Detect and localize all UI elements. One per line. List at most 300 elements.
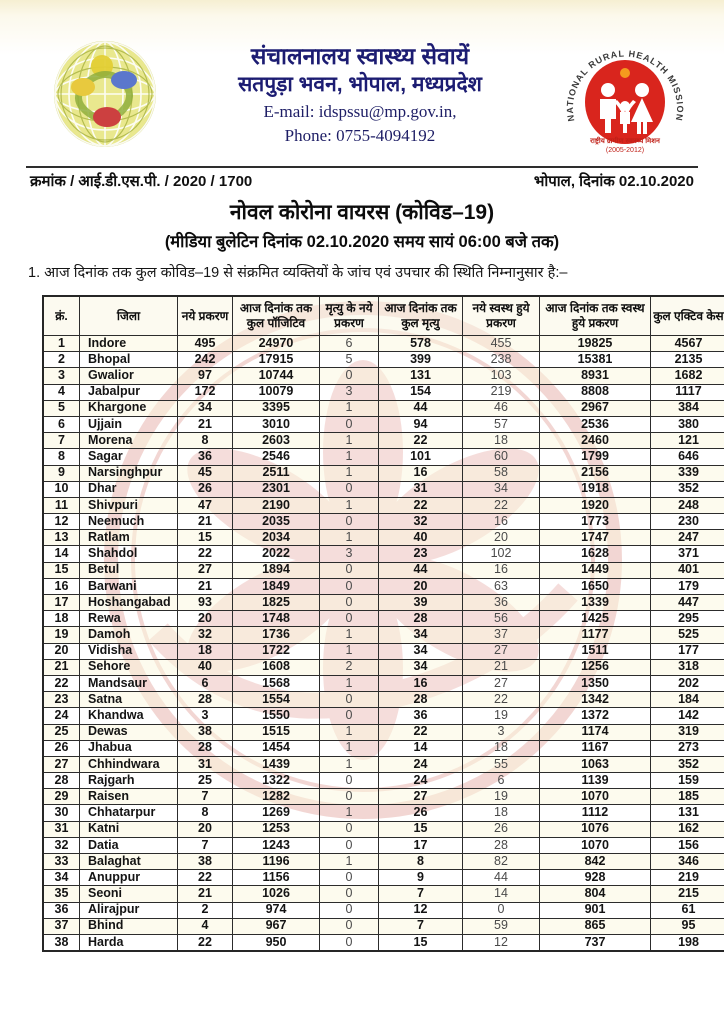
data-cell: 3	[320, 384, 379, 400]
data-cell: 2135	[651, 352, 724, 368]
table-row	[43, 837, 724, 853]
data-cell: 352	[651, 756, 724, 772]
data-cell: 26	[43, 740, 80, 756]
data-cell: 1747	[540, 530, 651, 546]
data-cell: 15	[379, 821, 463, 837]
district-name: Gwalior	[80, 368, 178, 384]
data-cell: 38	[178, 724, 233, 740]
nrhm-caption-hindi: राष्ट्रीय ग्रामीण स्वास्थ्य मिशन	[590, 138, 660, 145]
data-cell: 142	[651, 708, 724, 724]
data-cell: 1	[320, 400, 379, 416]
data-cell: 15	[43, 562, 80, 578]
data-cell: 21	[178, 416, 233, 432]
data-cell: 22	[463, 692, 540, 708]
data-cell: 20	[43, 643, 80, 659]
email-line: E-mail: idspssu@mp.gov.in,	[263, 102, 457, 122]
data-cell: 247	[651, 530, 724, 546]
data-cell: 36	[43, 902, 80, 918]
column-header-7: आज दिनांक तक स्वस्थ हुये प्रकरण	[540, 296, 651, 336]
data-cell: 18	[178, 643, 233, 659]
district-name: Rajgarh	[80, 773, 178, 789]
data-cell: 2460	[540, 433, 651, 449]
data-cell: 1439	[233, 756, 320, 772]
phone-line: Phone: 0755-4094192	[284, 126, 436, 146]
data-cell: 0	[320, 578, 379, 594]
table-row	[43, 821, 724, 837]
data-cell: 24	[43, 708, 80, 724]
data-cell: 1	[320, 756, 379, 772]
data-cell: 162	[651, 821, 724, 837]
document-title: नोवल कोरोना वायरस (कोविड–19)	[229, 201, 495, 224]
table-row	[43, 934, 724, 951]
table-row	[43, 886, 724, 902]
table-row	[43, 692, 724, 708]
data-cell: 7	[178, 789, 233, 805]
data-cell: 1112	[540, 805, 651, 821]
table-row	[43, 773, 724, 789]
data-cell: 20	[178, 821, 233, 837]
district-name: Katni	[80, 821, 178, 837]
data-cell: 950	[233, 934, 320, 951]
data-cell: 1722	[233, 643, 320, 659]
data-cell: 1	[320, 643, 379, 659]
table-row	[43, 546, 724, 562]
data-cell: 159	[651, 773, 724, 789]
data-cell: 26	[463, 821, 540, 837]
data-cell: 0	[320, 416, 379, 432]
data-cell: 1825	[233, 595, 320, 611]
data-cell: 16	[379, 675, 463, 691]
table-row	[43, 708, 724, 724]
data-cell: 1650	[540, 578, 651, 594]
district-table	[42, 295, 724, 952]
data-cell: 1	[320, 854, 379, 870]
table-row	[43, 756, 724, 772]
district-name: Jabalpur	[80, 384, 178, 400]
district-name: Damoh	[80, 627, 178, 643]
data-cell: 352	[651, 481, 724, 497]
data-cell: 17	[43, 595, 80, 611]
district-name: Shivpuri	[80, 497, 178, 513]
table-row	[43, 740, 724, 756]
data-cell: 8	[43, 449, 80, 465]
data-cell: 16	[379, 465, 463, 481]
district-name: Anuppur	[80, 870, 178, 886]
data-cell: 22	[43, 675, 80, 691]
table-row	[43, 465, 724, 481]
data-cell: 1568	[233, 675, 320, 691]
data-cell: 40	[379, 530, 463, 546]
table-row	[43, 643, 724, 659]
data-cell: 20	[463, 530, 540, 546]
data-cell: 215	[651, 886, 724, 902]
district-name: Betul	[80, 562, 178, 578]
data-cell: 399	[379, 352, 463, 368]
data-cell: 3395	[233, 400, 320, 416]
data-cell: 19	[463, 789, 540, 805]
data-cell: 3	[320, 546, 379, 562]
data-cell: 27	[463, 675, 540, 691]
data-cell: 19	[463, 708, 540, 724]
data-cell: 46	[463, 400, 540, 416]
data-cell: 16	[463, 514, 540, 530]
data-cell: 177	[651, 643, 724, 659]
data-cell: 2035	[233, 514, 320, 530]
data-cell: 121	[651, 433, 724, 449]
table-row	[43, 870, 724, 886]
table-row	[43, 352, 724, 368]
data-cell: 28	[178, 740, 233, 756]
district-name: Shahdol	[80, 546, 178, 562]
district-name: Rewa	[80, 611, 178, 627]
data-cell: 36	[379, 708, 463, 724]
data-cell: 1350	[540, 675, 651, 691]
district-name: Dhar	[80, 481, 178, 497]
data-cell: 202	[651, 675, 724, 691]
data-cell: 2546	[233, 449, 320, 465]
data-cell: 19	[43, 627, 80, 643]
data-cell: 242	[178, 352, 233, 368]
data-cell: 172	[178, 384, 233, 400]
data-cell: 28	[379, 611, 463, 627]
data-cell: 1894	[233, 562, 320, 578]
data-cell: 28	[43, 773, 80, 789]
data-cell: 26	[379, 805, 463, 821]
nrhm-caption-years: (2005-2012)	[605, 147, 645, 154]
data-cell: 93	[178, 595, 233, 611]
data-cell: 0	[320, 821, 379, 837]
district-table-header-row	[43, 296, 724, 336]
table-row	[43, 368, 724, 384]
data-cell: 0	[320, 934, 379, 951]
data-cell: 295	[651, 611, 724, 627]
data-cell: 3	[178, 708, 233, 724]
data-cell: 185	[651, 789, 724, 805]
data-cell: 13	[43, 530, 80, 546]
data-cell: 0	[320, 595, 379, 611]
column-header-1: जिला	[80, 296, 178, 336]
data-cell: 7	[379, 886, 463, 902]
data-cell: 219	[651, 870, 724, 886]
data-cell: 61	[651, 902, 724, 918]
data-cell: 14	[463, 886, 540, 902]
data-cell: 5	[320, 352, 379, 368]
data-cell: 24	[379, 756, 463, 772]
data-cell: 33	[43, 854, 80, 870]
data-cell: 22	[178, 934, 233, 951]
district-name: Alirajpur	[80, 902, 178, 918]
data-cell: 1026	[233, 886, 320, 902]
data-cell: 1	[320, 675, 379, 691]
data-cell: 156	[651, 837, 724, 853]
data-cell: 1554	[233, 692, 320, 708]
data-cell: 28	[379, 692, 463, 708]
data-cell: 58	[463, 465, 540, 481]
data-cell: 455	[463, 336, 540, 352]
table-row	[43, 659, 724, 675]
data-cell: 6	[463, 773, 540, 789]
data-cell: 3010	[233, 416, 320, 432]
table-row	[43, 336, 724, 352]
data-cell: 31	[178, 756, 233, 772]
data-cell: 1918	[540, 481, 651, 497]
data-cell: 10	[43, 481, 80, 497]
data-cell: 63	[463, 578, 540, 594]
letterhead-text	[158, 40, 562, 147]
data-cell: 4	[43, 384, 80, 400]
reference-number: क्रमांक / आई.डी.एस.पी. / 2020 / 1700	[30, 173, 253, 190]
data-cell: 646	[651, 449, 724, 465]
data-cell: 0	[320, 481, 379, 497]
data-cell: 20	[178, 611, 233, 627]
data-cell: 154	[379, 384, 463, 400]
data-cell: 1449	[540, 562, 651, 578]
table-row	[43, 481, 724, 497]
data-cell: 39	[379, 595, 463, 611]
data-cell: 1	[320, 724, 379, 740]
data-cell: 1608	[233, 659, 320, 675]
data-cell: 24	[379, 773, 463, 789]
data-cell: 1342	[540, 692, 651, 708]
data-cell: 14	[43, 546, 80, 562]
data-cell: 14	[379, 740, 463, 756]
data-cell: 20	[379, 578, 463, 594]
data-cell: 34	[178, 400, 233, 416]
table-row	[43, 416, 724, 432]
data-cell: 56	[463, 611, 540, 627]
data-cell: 2301	[233, 481, 320, 497]
data-cell: 15	[379, 934, 463, 951]
data-cell: 1070	[540, 789, 651, 805]
data-cell: 273	[651, 740, 724, 756]
data-cell: 22	[379, 497, 463, 513]
data-cell: 1076	[540, 821, 651, 837]
data-cell: 27	[463, 643, 540, 659]
data-cell: 6	[320, 336, 379, 352]
data-cell: 928	[540, 870, 651, 886]
data-cell: 131	[651, 805, 724, 821]
data-cell: 34	[379, 659, 463, 675]
district-name: Jhabua	[80, 740, 178, 756]
data-cell: 28	[463, 837, 540, 853]
data-cell: 36	[178, 449, 233, 465]
data-cell: 23	[379, 546, 463, 562]
column-header-4: मृत्यु के नये प्रकरण	[320, 296, 379, 336]
data-cell: 27	[379, 789, 463, 805]
data-cell: 103	[463, 368, 540, 384]
district-name: Raisen	[80, 789, 178, 805]
data-cell: 0	[463, 902, 540, 918]
data-cell: 1515	[233, 724, 320, 740]
data-cell: 184	[651, 692, 724, 708]
column-header-0: क्रं.	[43, 296, 80, 336]
data-cell: 0	[320, 562, 379, 578]
data-cell: 1	[43, 336, 80, 352]
data-cell: 1282	[233, 789, 320, 805]
data-cell: 967	[233, 918, 320, 934]
data-cell: 17915	[233, 352, 320, 368]
data-cell: 1748	[233, 611, 320, 627]
data-cell: 21	[178, 578, 233, 594]
district-name: Narsinghpur	[80, 465, 178, 481]
data-cell: 1	[320, 627, 379, 643]
data-cell: 1372	[540, 708, 651, 724]
data-cell: 2536	[540, 416, 651, 432]
data-cell: 7	[43, 433, 80, 449]
data-cell: 1156	[233, 870, 320, 886]
district-name: Indore	[80, 336, 178, 352]
data-cell: 804	[540, 886, 651, 902]
data-cell: 34	[463, 481, 540, 497]
letterhead	[0, 0, 724, 162]
data-cell: 578	[379, 336, 463, 352]
data-cell: 10744	[233, 368, 320, 384]
data-cell: 1	[320, 497, 379, 513]
table-row	[43, 514, 724, 530]
data-cell: 842	[540, 854, 651, 870]
data-cell: 21	[43, 659, 80, 675]
letterhead-divider	[26, 166, 698, 168]
data-cell: 44	[379, 400, 463, 416]
data-cell: 0	[320, 773, 379, 789]
data-cell: 21	[178, 886, 233, 902]
data-cell: 371	[651, 546, 724, 562]
data-cell: 1	[320, 530, 379, 546]
data-cell: 0	[320, 837, 379, 853]
district-name: Datia	[80, 837, 178, 853]
data-cell: 9	[379, 870, 463, 886]
data-cell: 1243	[233, 837, 320, 853]
data-cell: 384	[651, 400, 724, 416]
data-cell: 901	[540, 902, 651, 918]
district-name: Khandwa	[80, 708, 178, 724]
data-cell: 12	[43, 514, 80, 530]
data-cell: 2603	[233, 433, 320, 449]
data-cell: 18	[43, 611, 80, 627]
data-cell: 0	[320, 611, 379, 627]
data-cell: 38	[43, 934, 80, 951]
data-cell: 57	[463, 416, 540, 432]
data-cell: 495	[178, 336, 233, 352]
data-cell: 1117	[651, 384, 724, 400]
data-cell: 319	[651, 724, 724, 740]
district-name: Seoni	[80, 886, 178, 902]
table-row	[43, 562, 724, 578]
data-cell: 6	[43, 416, 80, 432]
data-cell: 2	[178, 902, 233, 918]
data-cell: 230	[651, 514, 724, 530]
table-row	[43, 530, 724, 546]
data-cell: 36	[463, 595, 540, 611]
table-row	[43, 433, 724, 449]
district-name: Barwani	[80, 578, 178, 594]
district-name: Chhindwara	[80, 756, 178, 772]
data-cell: 1	[320, 805, 379, 821]
district-name: Sagar	[80, 449, 178, 465]
data-cell: 1736	[233, 627, 320, 643]
data-cell: 32	[43, 837, 80, 853]
data-cell: 318	[651, 659, 724, 675]
data-cell: 2190	[233, 497, 320, 513]
data-cell: 101	[379, 449, 463, 465]
data-cell: 8	[178, 805, 233, 821]
data-cell: 2	[320, 659, 379, 675]
data-cell: 34	[379, 643, 463, 659]
data-cell: 31	[43, 821, 80, 837]
district-name: Hoshangabad	[80, 595, 178, 611]
data-cell: 447	[651, 595, 724, 611]
data-cell: 21	[463, 659, 540, 675]
data-cell: 8808	[540, 384, 651, 400]
data-cell: 1174	[540, 724, 651, 740]
data-cell: 0	[320, 870, 379, 886]
data-cell: 4567	[651, 336, 724, 352]
document-subtitle: (मीडिया बुलेटिन दिनांक 02.10.2020 समय सायं 06:00 बजे तक)	[164, 233, 560, 251]
data-cell: 12	[463, 934, 540, 951]
data-cell: 1256	[540, 659, 651, 675]
column-header-3: आज दिनांक तक कुल पॉजिटिव	[233, 296, 320, 336]
data-cell: 346	[651, 854, 724, 870]
data-cell: 1454	[233, 740, 320, 756]
data-cell: 1339	[540, 595, 651, 611]
data-cell: 15381	[540, 352, 651, 368]
data-cell: 94	[379, 416, 463, 432]
nrhm-logo-icon	[562, 40, 688, 158]
data-cell: 1	[320, 433, 379, 449]
table-row	[43, 675, 724, 691]
data-cell: 198	[651, 934, 724, 951]
data-cell: 865	[540, 918, 651, 934]
data-cell: 25	[178, 773, 233, 789]
district-name: Ujjain	[80, 416, 178, 432]
table-row	[43, 854, 724, 870]
district-name: Ratlam	[80, 530, 178, 546]
data-cell: 248	[651, 497, 724, 513]
data-cell: 8931	[540, 368, 651, 384]
data-cell: 47	[178, 497, 233, 513]
table-row	[43, 497, 724, 513]
district-name: Vidisha	[80, 643, 178, 659]
district-name: Morena	[80, 433, 178, 449]
data-cell: 22	[379, 724, 463, 740]
data-cell: 37	[43, 918, 80, 934]
data-cell: 12	[379, 902, 463, 918]
data-cell: 0	[320, 708, 379, 724]
data-cell: 1682	[651, 368, 724, 384]
data-cell: 59	[463, 918, 540, 934]
data-cell: 55	[463, 756, 540, 772]
table-row	[43, 384, 724, 400]
data-cell: 6	[178, 675, 233, 691]
table-row	[43, 724, 724, 740]
nrhm-arc-text: NATIONAL RURAL HEALTH MISSION	[564, 48, 686, 123]
table-row	[43, 627, 724, 643]
column-header-5: आज दिनांक तक कुल मृत्यु	[379, 296, 463, 336]
data-cell: 1920	[540, 497, 651, 513]
data-cell: 37	[463, 627, 540, 643]
data-cell: 1322	[233, 773, 320, 789]
data-cell: 238	[463, 352, 540, 368]
data-cell: 1167	[540, 740, 651, 756]
data-cell: 1511	[540, 643, 651, 659]
data-cell: 97	[178, 368, 233, 384]
table-row	[43, 449, 724, 465]
data-cell: 44	[463, 870, 540, 886]
data-cell: 18	[463, 805, 540, 821]
data-cell: 82	[463, 854, 540, 870]
data-cell: 2156	[540, 465, 651, 481]
data-cell: 2034	[233, 530, 320, 546]
